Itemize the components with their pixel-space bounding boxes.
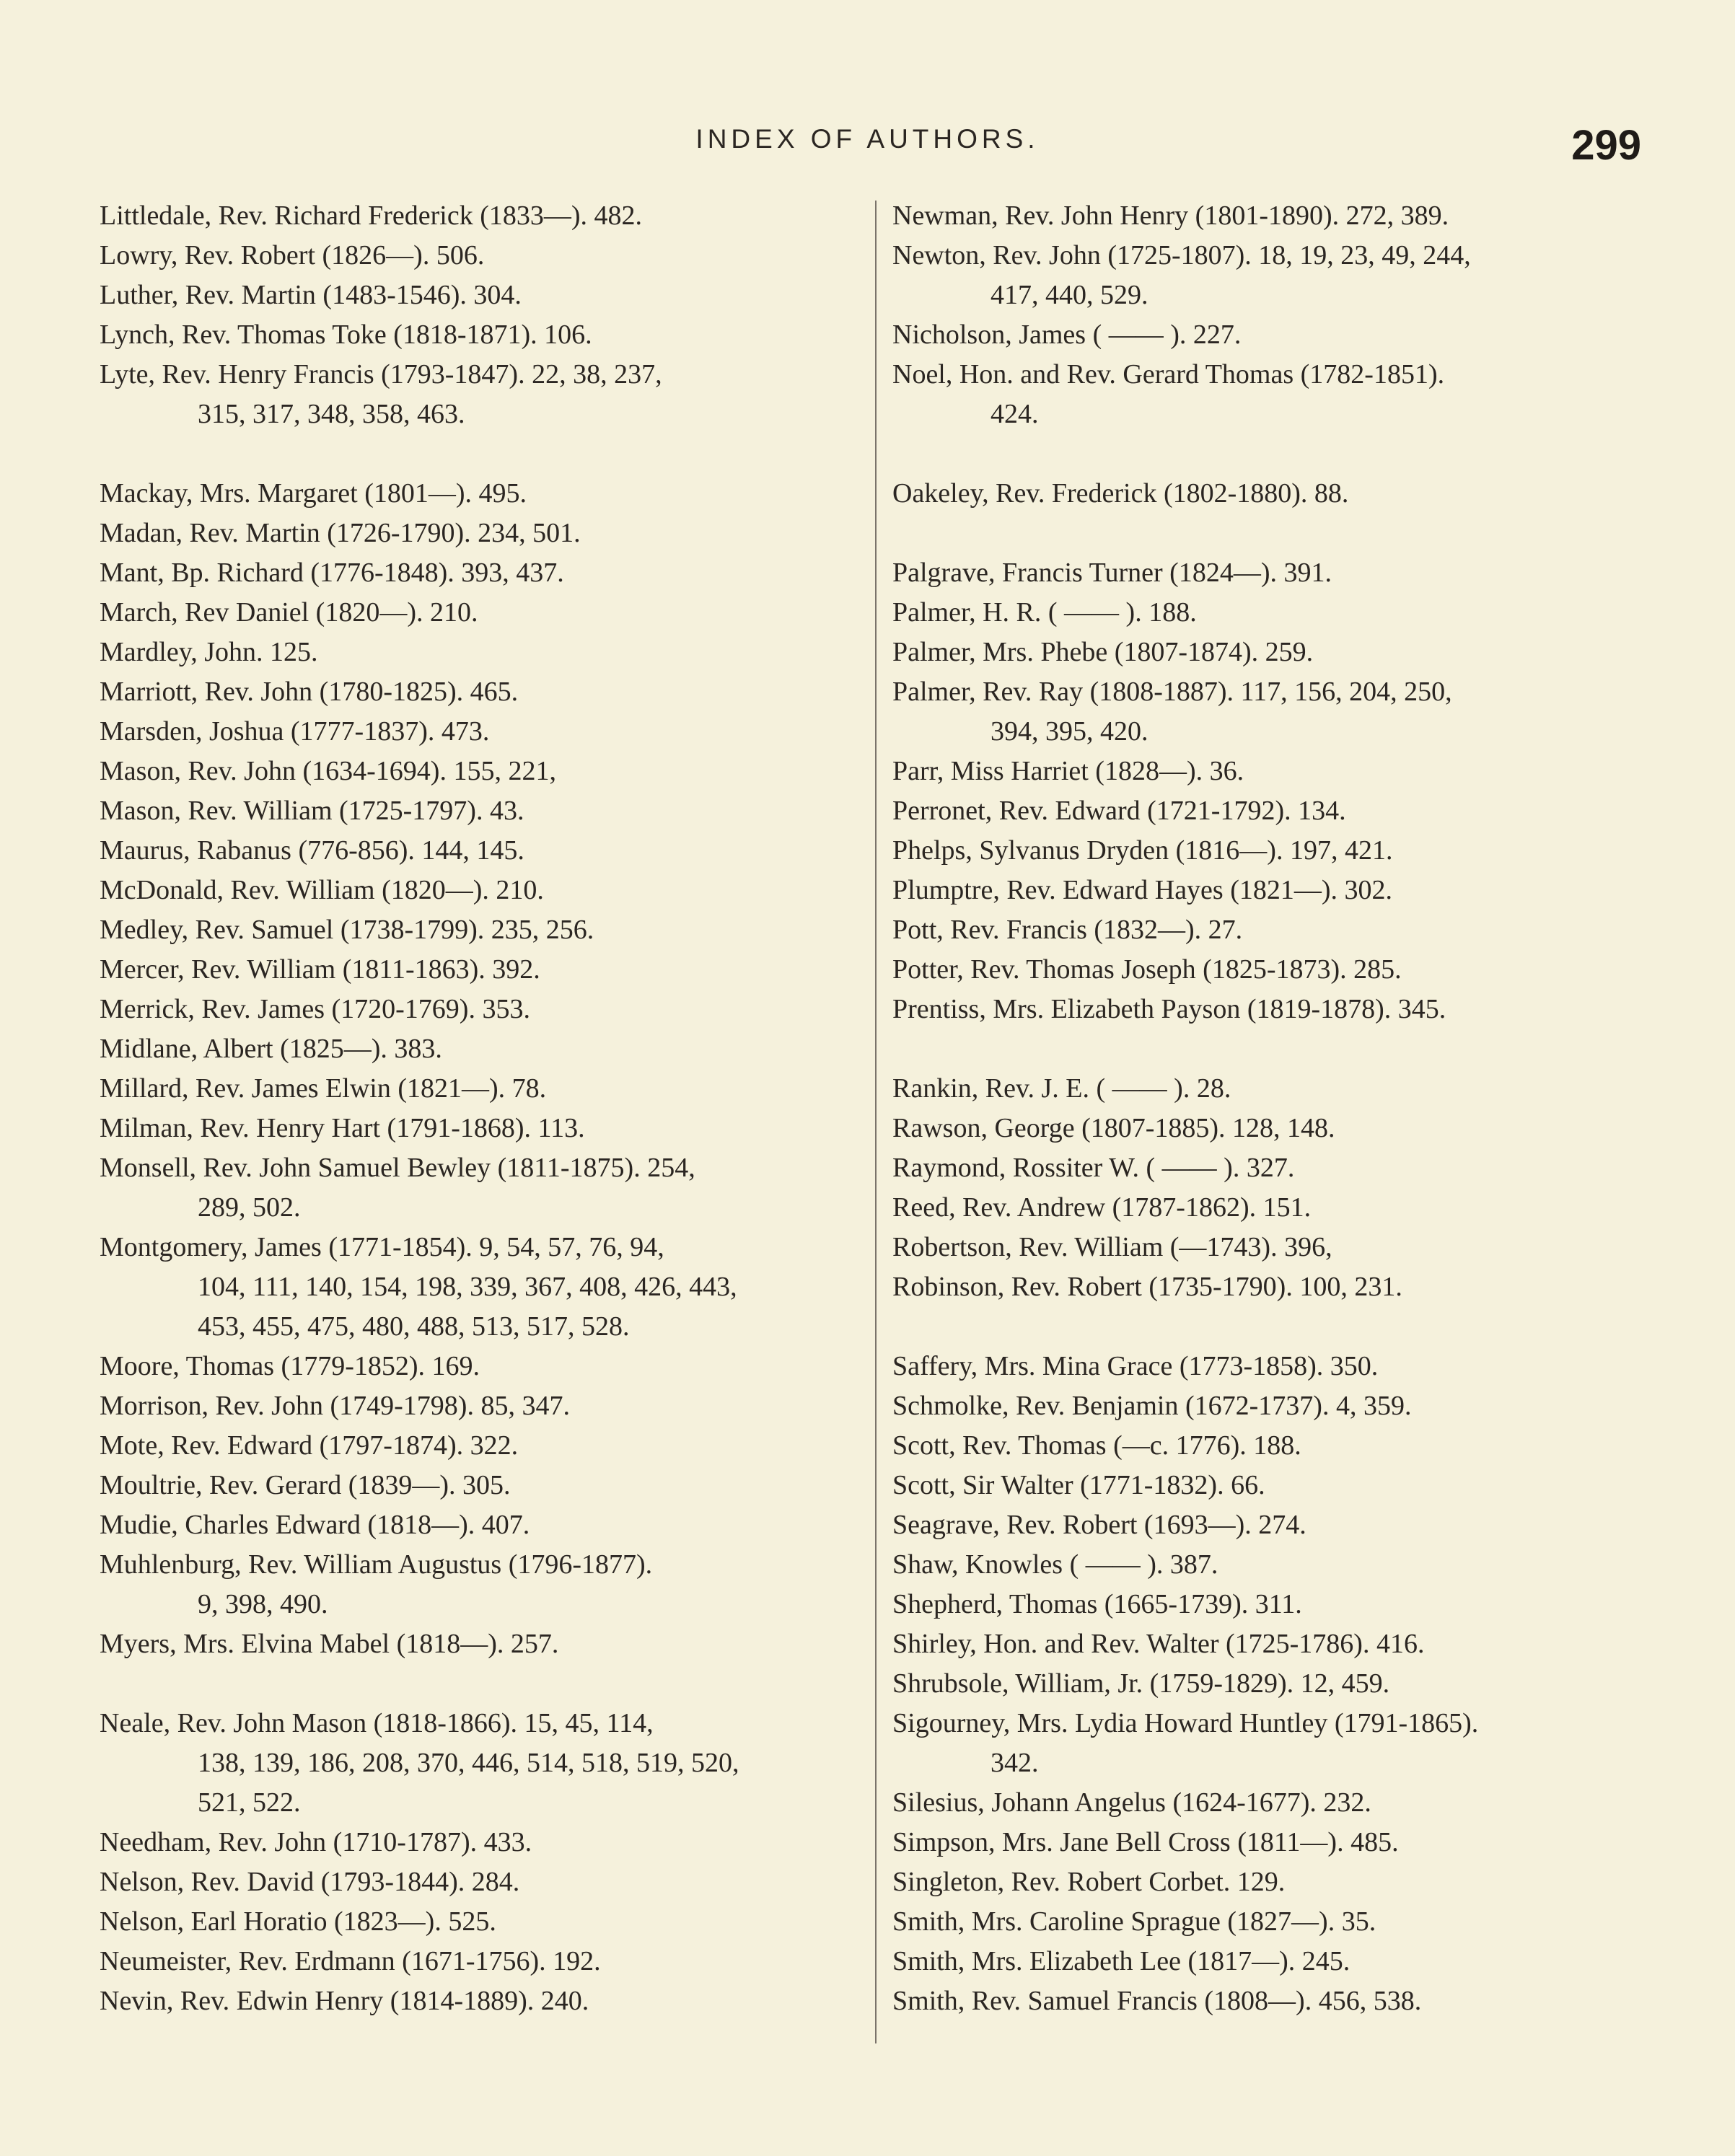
entry-line: Needham, Rev. John (1710-1787). 433. — [100, 1827, 532, 1857]
entry-line: Mason, Rev. John (1634-1694). 155, 221, — [100, 756, 556, 786]
index-entry — [892, 791, 1657, 831]
entry-line: Maurus, Rabanus (776-856). 144, 145. — [100, 835, 524, 866]
entry-line: Saffery, Mrs. Mina Grace (1773-1858). 350. — [892, 1351, 1379, 1381]
entry-line: Nelson, Earl Horatio (1823—). 525. — [100, 1906, 496, 1937]
index-entry — [100, 1069, 861, 1109]
index-entry — [892, 1069, 1657, 1109]
entry-line: Monsell, Rev. John Samuel Bewley (1811-1875). 254, — [100, 1153, 695, 1183]
index-entry — [100, 871, 861, 910]
index-entry — [892, 1148, 1657, 1188]
entry-line: Mardley, John. 125. — [100, 637, 318, 667]
entry-line: Marriott, Rev. John (1780-1825). 465. — [100, 677, 519, 707]
index-entry — [100, 672, 861, 712]
index-entry — [892, 196, 1657, 236]
index-entry — [892, 1624, 1657, 1664]
entry-line: Oakeley, Rev. Frederick (1802-1880). 88. — [892, 478, 1349, 509]
index-entry — [892, 1386, 1657, 1426]
section-gap — [892, 1029, 1657, 1069]
index-entry — [892, 1426, 1657, 1466]
entry-line: Lowry, Rev. Robert (1826—). 506. — [100, 240, 485, 270]
entry-line: Nelson, Rev. David (1793-1844). 284. — [100, 1867, 520, 1897]
entry-line: Simpson, Mrs. Jane Bell Cross (1811—). 485. — [892, 1827, 1399, 1857]
index-entry — [100, 1029, 861, 1069]
entry-line: Lynch, Rev. Thomas Toke (1818-1871). 106. — [100, 320, 592, 350]
entry-continuation-line: 521, 522. — [198, 1787, 301, 1818]
entry-line: Nevin, Rev. Edwin Henry (1814-1889). 240. — [100, 1986, 589, 2016]
index-entry — [892, 1505, 1657, 1545]
entry-line: Scott, Rev. Thomas (—c. 1776). 188. — [892, 1430, 1301, 1461]
entry-line: Moultrie, Rev. Gerard (1839—). 305. — [100, 1470, 511, 1500]
entry-line: Mackay, Mrs. Margaret (1801—). 495. — [100, 478, 527, 509]
entry-line: Marsden, Joshua (1777-1837). 473. — [100, 716, 490, 747]
index-entry — [100, 633, 861, 672]
index-entry — [100, 1624, 861, 1664]
index-entry — [892, 593, 1657, 633]
index-entry — [892, 950, 1657, 990]
entry-line: Prentiss, Mrs. Elizabeth Payson (1819-1878). 345. — [892, 994, 1446, 1024]
index-entry — [100, 355, 861, 434]
entry-line: Merrick, Rev. James (1720-1769). 353. — [100, 994, 530, 1024]
index-entry — [892, 474, 1657, 514]
entry-line: Pott, Rev. Francis (1832—). 27. — [892, 915, 1243, 945]
index-entry — [892, 1109, 1657, 1148]
entry-line: Mant, Bp. Richard (1776-1848). 393, 437. — [100, 558, 564, 588]
entry-line: Noel, Hon. and Rev. Gerard Thomas (1782-1851). — [892, 359, 1445, 390]
entry-line: Mote, Rev. Edward (1797-1874). 322. — [100, 1430, 519, 1461]
index-entry — [100, 1426, 861, 1466]
index-entry — [892, 1942, 1657, 1981]
index-entry — [100, 514, 861, 553]
index-entry — [100, 1228, 861, 1347]
entry-line: Shrubsole, William, Jr. (1759-1829). 12, 459. — [892, 1668, 1390, 1699]
entry-line: Potter, Rev. Thomas Joseph (1825-1873). 285. — [892, 954, 1402, 985]
index-entry — [100, 1862, 861, 1902]
index-entry — [100, 474, 861, 514]
entry-line: Palgrave, Francis Turner (1824—). 391. — [892, 558, 1332, 588]
index-entry — [100, 1902, 861, 1942]
entry-line: Midlane, Albert (1825—). 383. — [100, 1034, 442, 1064]
index-entry — [100, 1347, 861, 1386]
entry-line: Moore, Thomas (1779-1852). 169. — [100, 1351, 480, 1381]
index-entry — [892, 831, 1657, 871]
section-gap — [100, 1664, 861, 1704]
index-entry — [100, 196, 861, 236]
entry-continuation-line: 289, 502. — [198, 1192, 301, 1223]
index-entry — [100, 1823, 861, 1862]
index-entry — [892, 871, 1657, 910]
entry-line: Robinson, Rev. Robert (1735-1790). 100, 231. — [892, 1272, 1402, 1302]
entry-line: Schmolke, Rev. Benjamin (1672-1737). 4, 359. — [892, 1391, 1412, 1421]
index-entry — [100, 236, 861, 276]
entry-line: Littledale, Rev. Richard Frederick (1833—). 482. — [100, 201, 643, 231]
entry-continuation-line: 104, 111, 140, 154, 198, 339, 367, 408, 426, 443, — [198, 1272, 737, 1302]
index-entry — [892, 355, 1657, 434]
entry-line: Parr, Miss Harriet (1828—). 36. — [892, 756, 1244, 786]
entry-line: Myers, Mrs. Elvina Mabel (1818—). 257. — [100, 1629, 559, 1659]
entry-line: Montgomery, James (1771-1854). 9, 54, 57, 76, 94, — [100, 1232, 664, 1262]
index-entry — [100, 752, 861, 791]
entry-line: Singleton, Rev. Robert Corbet. 129. — [892, 1867, 1286, 1897]
entry-line: Scott, Sir Walter (1771-1832). 66. — [892, 1470, 1265, 1500]
index-entry — [892, 1981, 1657, 2021]
entry-line: Shirley, Hon. and Rev. Walter (1725-1786). 416. — [892, 1629, 1425, 1659]
entry-line: Medley, Rev. Samuel (1738-1799). 235, 256. — [100, 915, 594, 945]
entry-line: Shaw, Knowles ( —— ). 387. — [892, 1549, 1218, 1580]
entry-continuation-line: 453, 455, 475, 480, 488, 513, 517, 528. — [198, 1311, 630, 1342]
index-entry — [892, 910, 1657, 950]
section-gap — [892, 434, 1657, 474]
entry-line: Morrison, Rev. John (1749-1798). 85, 347. — [100, 1391, 570, 1421]
index-entry — [892, 1704, 1657, 1783]
page-header-title: INDEX OF AUTHORS. — [695, 124, 1040, 154]
index-entry — [100, 1545, 861, 1624]
entry-line: McDonald, Rev. William (1820—). 210. — [100, 875, 544, 905]
index-entry — [100, 910, 861, 950]
entry-line: Phelps, Sylvanus Dryden (1816—). 197, 421. — [892, 835, 1393, 866]
entry-continuation-line: 342. — [991, 1748, 1039, 1778]
left-column — [100, 196, 861, 2021]
entry-line: Muhlenburg, Rev. William Augustus (1796-1877). — [100, 1549, 653, 1580]
entry-line: Palmer, Mrs. Phebe (1807-1874). 259. — [892, 637, 1314, 667]
index-entry — [892, 990, 1657, 1029]
index-entry — [892, 1783, 1657, 1823]
index-entry — [892, 1664, 1657, 1704]
entry-continuation-line: 424. — [991, 399, 1039, 429]
entry-line: Rankin, Rev. J. E. ( —— ). 28. — [892, 1073, 1231, 1104]
index-entry — [100, 712, 861, 752]
entry-line: Luther, Rev. Martin (1483-1546). 304. — [100, 280, 522, 310]
index-entry — [892, 633, 1657, 672]
entry-line: Palmer, H. R. ( —— ). 188. — [892, 597, 1197, 628]
entry-continuation-line: 138, 139, 186, 208, 370, 446, 514, 518, 519, 520, — [198, 1748, 739, 1778]
index-entry — [100, 276, 861, 315]
index-entry — [892, 1585, 1657, 1624]
index-entry — [892, 1862, 1657, 1902]
index-entry — [100, 1981, 861, 2021]
entry-continuation-line: 315, 317, 348, 358, 463. — [198, 399, 465, 429]
entry-line: Smith, Rev. Samuel Francis (1808—). 456, 538. — [892, 1986, 1422, 2016]
entry-continuation-line: 394, 395, 420. — [991, 716, 1148, 747]
index-entry — [892, 672, 1657, 752]
index-entry — [100, 950, 861, 990]
entry-line: Sigourney, Mrs. Lydia Howard Huntley (1791-1865). — [892, 1708, 1479, 1738]
entry-line: Neale, Rev. John Mason (1818-1866). 15, 45, 114, — [100, 1708, 654, 1738]
entry-line: Smith, Mrs. Caroline Sprague (1827—). 35. — [892, 1906, 1376, 1937]
section-gap — [892, 1307, 1657, 1347]
entry-line: Silesius, Johann Angelus (1624-1677). 232. — [892, 1787, 1371, 1818]
entry-line: March, Rev Daniel (1820—). 210. — [100, 597, 478, 628]
entry-line: Mercer, Rev. William (1811-1863). 392. — [100, 954, 540, 985]
entry-continuation-line: 9, 398, 490. — [198, 1589, 328, 1619]
entry-line: Lyte, Rev. Henry Francis (1793-1847). 22, 38, 237, — [100, 359, 662, 390]
entry-line: Plumptre, Rev. Edward Hayes (1821—). 302. — [892, 875, 1393, 905]
entry-line: Neumeister, Rev. Erdmann (1671-1756). 192. — [100, 1946, 601, 1976]
index-entry — [892, 1545, 1657, 1585]
entry-continuation-line: 417, 440, 529. — [991, 280, 1148, 310]
entry-line: Reed, Rev. Andrew (1787-1862). 151. — [892, 1192, 1312, 1223]
index-entry — [100, 1704, 861, 1823]
index-entry — [892, 1188, 1657, 1228]
index-entry — [892, 1347, 1657, 1386]
entry-line: Newton, Rev. John (1725-1807). 18, 19, 23, 49, 244, — [892, 240, 1471, 270]
index-entry — [892, 1228, 1657, 1267]
entry-line: Shepherd, Thomas (1665-1739). 311. — [892, 1589, 1302, 1619]
index-entry — [892, 1902, 1657, 1942]
index-entry — [100, 990, 861, 1029]
index-entry — [100, 1386, 861, 1426]
index-entry — [100, 1466, 861, 1505]
index-entry — [100, 315, 861, 355]
entry-line: Palmer, Rev. Ray (1808-1887). 117, 156, 204, 250, — [892, 677, 1452, 707]
entry-line: Nicholson, James ( —— ). 227. — [892, 320, 1242, 350]
index-entry — [892, 315, 1657, 355]
section-gap — [892, 514, 1657, 553]
index-entry — [100, 1505, 861, 1545]
index-entry — [892, 1823, 1657, 1862]
entry-line: Madan, Rev. Martin (1726-1790). 234, 501. — [100, 518, 581, 548]
entry-line: Rawson, George (1807-1885). 128, 148. — [892, 1113, 1335, 1143]
page-number: 299 — [1571, 122, 1641, 169]
right-column — [892, 196, 1657, 2021]
index-entry — [100, 1942, 861, 1981]
entry-line: Mason, Rev. William (1725-1797). 43. — [100, 796, 524, 826]
index-entry — [100, 593, 861, 633]
index-entry — [892, 553, 1657, 593]
column-divider — [875, 201, 877, 2043]
index-entry — [100, 1109, 861, 1148]
entry-line: Mudie, Charles Edward (1818—). 407. — [100, 1510, 530, 1540]
entry-line: Millard, Rev. James Elwin (1821—). 78. — [100, 1073, 547, 1104]
index-entry — [100, 1148, 861, 1228]
index-entry — [892, 752, 1657, 791]
index-entry — [892, 1267, 1657, 1307]
index-entry — [892, 1466, 1657, 1505]
entry-line: Newman, Rev. John Henry (1801-1890). 272, 389. — [892, 201, 1449, 231]
section-gap — [100, 434, 861, 474]
entry-line: Raymond, Rossiter W. ( —— ). 327. — [892, 1153, 1295, 1183]
entry-line: Robertson, Rev. William (—1743). 396, — [892, 1232, 1332, 1262]
index-entry — [892, 236, 1657, 315]
entry-line: Milman, Rev. Henry Hart (1791-1868). 113. — [100, 1113, 585, 1143]
index-entry — [100, 831, 861, 871]
entry-line: Seagrave, Rev. Robert (1693—). 274. — [892, 1510, 1306, 1540]
index-entry — [100, 791, 861, 831]
entry-line: Perronet, Rev. Edward (1721-1792). 134. — [892, 796, 1346, 826]
entry-line: Smith, Mrs. Elizabeth Lee (1817—). 245. — [892, 1946, 1350, 1976]
index-entry — [100, 553, 861, 593]
